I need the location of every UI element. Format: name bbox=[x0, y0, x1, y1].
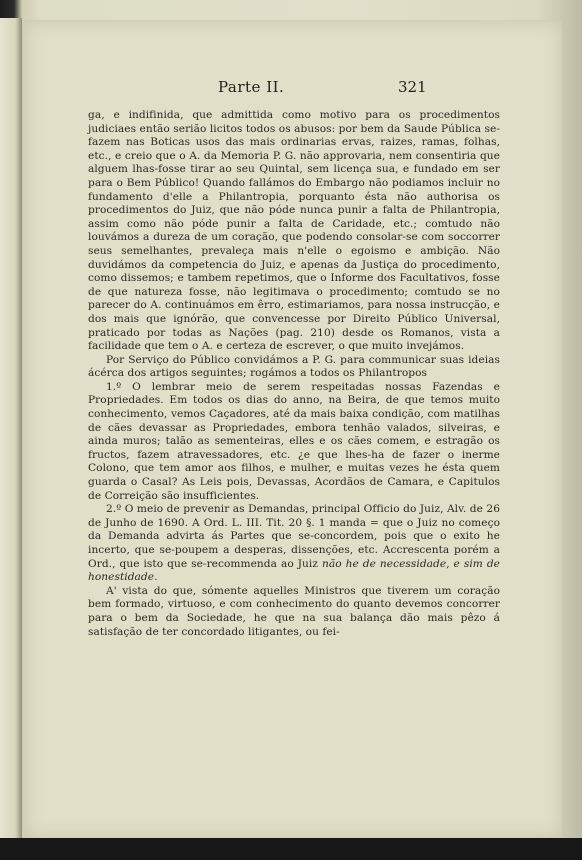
paragraph-4-item-2 bbox=[88, 503, 500, 585]
paragraph-2: Por Serviço do Público convidámos a P. G. para communicar suas ideias ácérca dos artigos seguintes; rogámos a todos os Philantropos bbox=[88, 353, 500, 380]
page-number: 321 bbox=[398, 78, 427, 96]
item-2-italic-quote: não he de necessidade, e sim de honestidade. bbox=[88, 557, 500, 584]
facing-page-edge bbox=[0, 18, 22, 838]
scan-border bbox=[0, 838, 582, 860]
item-2-text: 2.º O meio de prevenir as Demandas, principal Officio do Juiz, Alv. de 26 de Junho de 1690. A Ord. L. III. Tit. 20 §. 1 manda = que o Juiz no começo da Demanda advirta ás Partes que se-concordem, pois que o exito he incerto, que se-poupem a desperas, dissenções, etc. Accrescenta porém a Ord., que isto que se-recommenda ao Juiz bbox=[88, 503, 500, 570]
paragraph-5: A' vista do que, sómente aquelles Ministros que tiverem um coração bem formado, virtuoso, e com conhecimento do quanto devemos concorrer para o bem da Sociedade, he que na sua balança dão mais pêzo á satisfação de ter concordado litigantes, ou fei- bbox=[88, 584, 500, 638]
paragraph-1: ga, e indifinida, que admittida como motivo para os procedimentos judiciaes então serião licitos todos os abusos: por bem da Saude Pública se-fazem nas Boticas usos das mais ordinarias ervas, raizes, ramas, folhas, etc., e creio que o A. da Memoria P. G. não approvaria, nem consentiria que alguem lhas-fosse tirar ao seu Quintal, sem licença sua, e fundado em ser para o Bem Público! Quando fallámos do Embargo não podiamos incluir no fundamento d'elle a Philantropia, porquanto ésta não authorisa os procedimentos do Juiz, que não póde nunca punir a falta de Philantropia, assim como não póde punir a falta de Caridade, etc.; comtudo não louvámos a dureza de um coração, que podendo consolar-se com soccorrer seus semelhantes, prevaleça mais n'elle o egoismo e ambição. Não duvidámos da competencia do Juiz, e apenas da Justiça do procedimento, como dissemos; e tambem repetimos, que o Informe dos Facultativos, fosse de que natureza fosse, não legitimava o procedimento; comtudo se no parecer do A. continuámos em êrro, estimariamos, para nossa instrucção, e dos mais que ignórão, que convencesse por Direito Público Universal, praticado por todas as Nações (pag. 210) desde os Romanos, vista a facilidade que tem o A. e certeza de escrever, o que muito invejámos. bbox=[88, 109, 500, 353]
paragraph-3-item-1: 1.º O lembrar meio de serem respeitadas nossas Fazendas e Propriedades. Em todos os dias do anno, na Beira, de que temos muito conhecimento, vemos Caçadores, até da mais baixa condição, com matilhas de cães devassar as Propriedades, embora tenhão valados, silveiras, e ainda muros; talão as sementeiras, elles e os cães comem, e estragão os fructos, fazem atravessadores, etc. ¿e que lhes-ha de fazer o inerme Colono, que tem amor aos filhos, e mulher, e muitas vezes he ésta quem guarda o Casal? As Leis pois, Devassas, Acordãos de Camara, e Capitulos de Correição são insufficientes. bbox=[88, 380, 500, 502]
body-text bbox=[88, 109, 500, 639]
section-title: Parte II. bbox=[218, 78, 285, 96]
running-header bbox=[0, 78, 582, 100]
